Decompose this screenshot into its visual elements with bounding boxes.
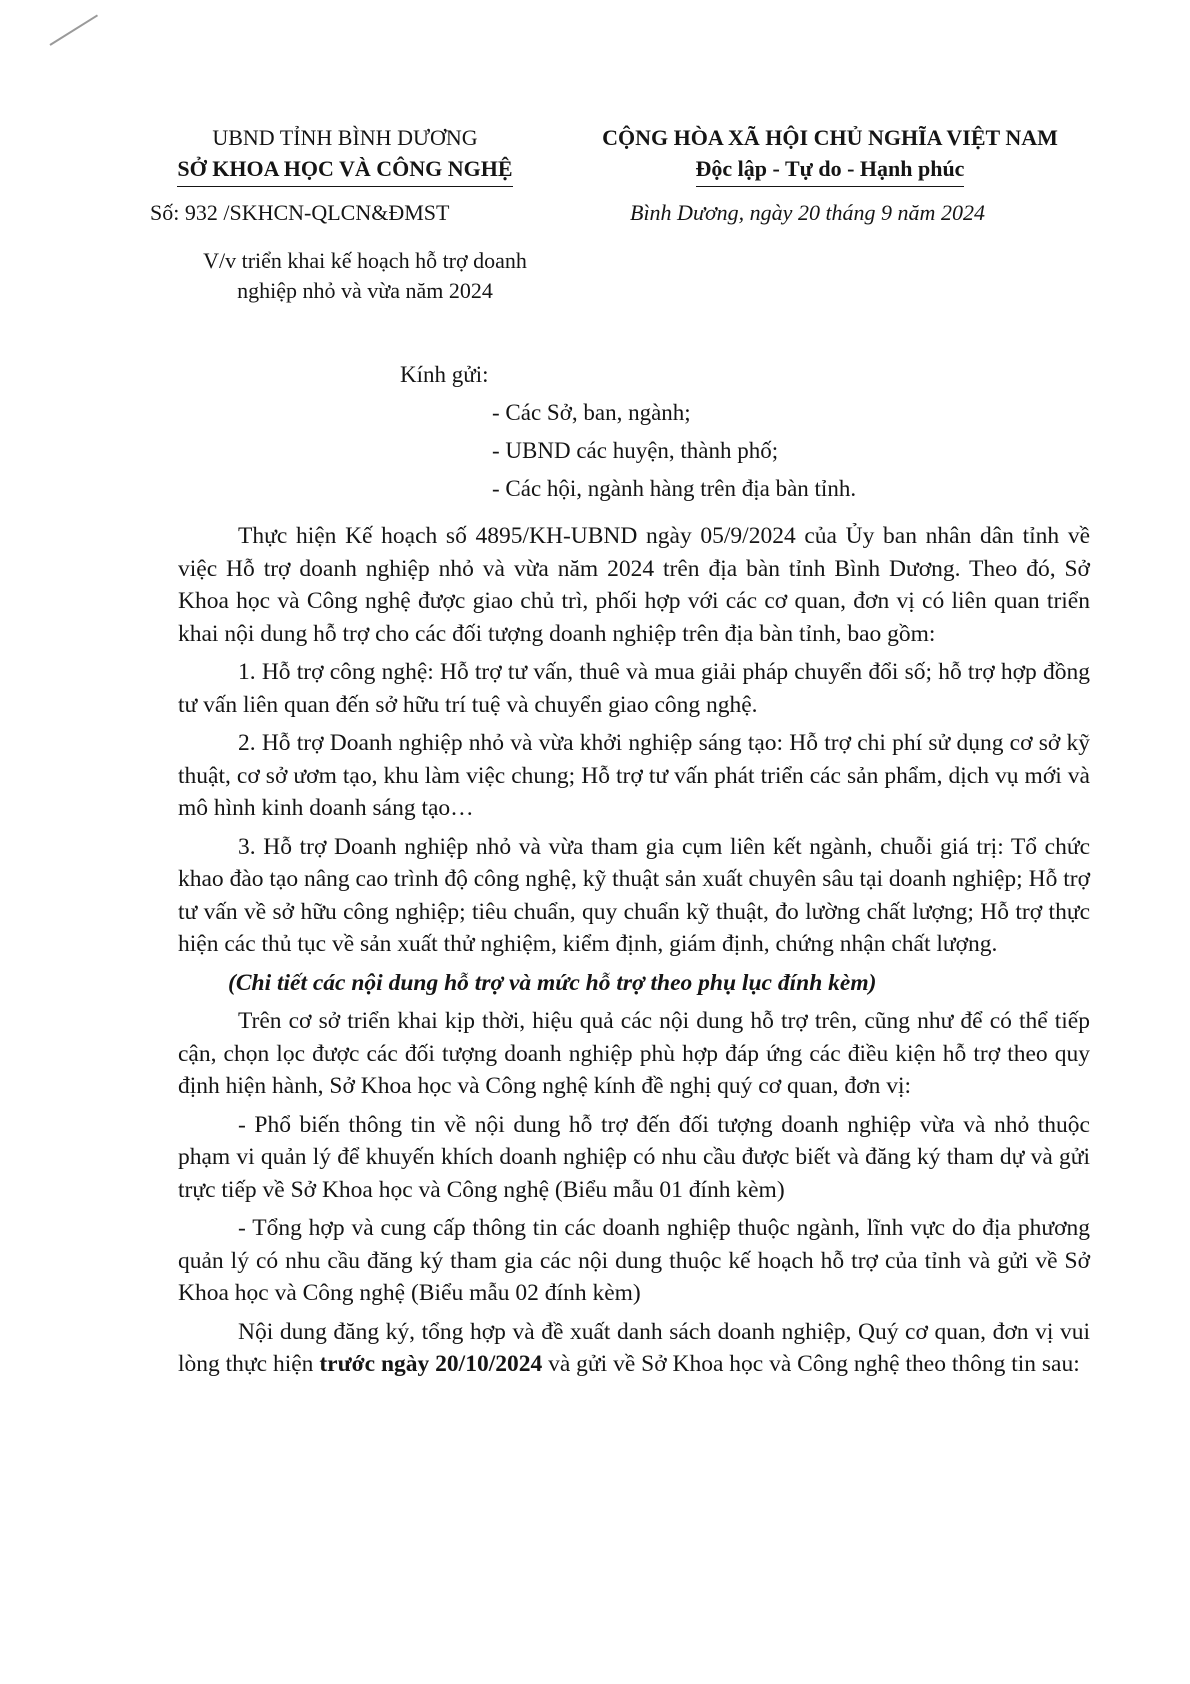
deadline-text-before: Nội dung đăng ký, tổng hợp và đề xuất danh sách doanh nghiệp, Quý cơ quan, đơn vị vui lòng thực hiện: [178, 1318, 1090, 1377]
recipients-block: [400, 356, 856, 508]
paragraph-intro: Thực hiện Kế hoạch số 4895/KH-UBND ngày 05/9/2024 của Ủy ban nhân dân tỉnh về việc Hỗ trợ doanh nghiệp nhỏ và vừa năm 2024 trên địa bàn tỉnh Bình Dương. Theo đó, Sở Khoa học và Công nghệ được giao chủ trì, phối hợp với các cơ quan, đơn vị có liên quan triển khai nội dung hỗ trợ cho các đối tượng doanh nghiệp trên địa bàn tỉnh, bao gồm:: [178, 523, 1090, 647]
agency-line-1: UBND TỈNH BÌNH DƯƠNG: [212, 125, 478, 150]
agency-line-2: SỞ KHOA HỌC VÀ CÔNG NGHỆ: [177, 153, 512, 187]
nation-line-2: Độc lập - Tự do - Hạnh phúc: [696, 153, 965, 187]
document-body: [178, 520, 1090, 1387]
nation-line-1: CỘNG HÒA XÃ HỘI CHỦ NGHĨA VIỆT NAM: [602, 125, 1058, 150]
pencil-mark: [49, 14, 98, 45]
paragraph-request: Trên cơ sở triển khai kịp thời, hiệu quả các nội dung hỗ trợ trên, cũng như để có thể tiếp cận, chọn lọc được các đối tượng doanh nghiệp phù hợp đáp ứng các điều kiện hỗ trợ theo quy định hiện hành, Sở Khoa học và Công nghệ kính đề nghị quý cơ quan, đơn vị:: [178, 1008, 1090, 1099]
request-bullet-2: - Tổng hợp và cung cấp thông tin các doanh nghiệp thuộc ngành, lĩnh vực do địa phương quản lý có nhu cầu đăng ký tham gia các nội dung thuộc kế hoạch hỗ trợ của tỉnh và gửi về Sở Khoa học và Công nghệ (Biểu mẫu 02 đính kèm): [178, 1215, 1090, 1306]
subject-line-1: V/v triển khai kế hoạch hỗ trợ doanh: [203, 248, 527, 273]
appendix-note: (Chi tiết các nội dung hỗ trợ và mức hỗ trợ theo phụ lục đính kèm): [228, 969, 877, 996]
deadline-date: trước ngày 20/10/2024: [319, 1351, 543, 1377]
nation-line-2-wrap: [575, 153, 1085, 187]
recipient-item: - Các hội, ngành hàng trên địa bàn tỉnh.: [492, 476, 857, 501]
support-item-2: 2. Hỗ trợ Doanh nghiệp nhỏ và vừa khởi nghiệp sáng tạo: Hỗ trợ chi phí sử dụng cơ sở kỹ thuật, cơ sở ươm tạo, khu làm việc chung; Hỗ trợ tư vấn phát triển các sản phẩm, dịch vụ mới và mô hình kinh doanh sáng tạo…: [178, 730, 1090, 821]
recipient-item: - Các Sở, ban, ngành;: [492, 400, 691, 425]
document-number: Số: 932 /SKHCN-QLCN&ĐMST: [150, 200, 450, 225]
document-subject: [155, 246, 575, 306]
recipient-item: - UBND các huyện, thành phố;: [492, 438, 779, 463]
support-item-3: 3. Hỗ trợ Doanh nghiệp nhỏ và vừa tham gia cụm liên kết ngành, chuỗi giá trị: Tổ chức khao đào tạo nâng cao trình độ công nghệ, kỹ thuật sản xuất chuyên sâu tại doanh nghiệp; Hỗ trợ tư vấn về sở hữu công nghiệp; tiêu chuẩn, quy chuẩn kỹ thuật, đo lường chất lượng; Hỗ trợ thực hiện các thủ tục về sản xuất thử nghiệm, kiểm định, giám định, chứng nhận chất lượng.: [178, 833, 1090, 957]
recipient-list: [400, 394, 856, 508]
salutation: Kính gửi:: [400, 362, 489, 387]
request-bullet-1: - Phổ biến thông tin về nội dung hỗ trợ đến đối tượng doanh nghiệp vừa và nhỏ thuộc phạm vi quản lý để khuyến khích doanh nghiệp có nhu cầu được biết và đăng ký tham dự và gửi trực tiếp về Sở Khoa học và Công nghệ (Biểu mẫu 01 đính kèm): [178, 1111, 1090, 1203]
issuing-agency: [150, 122, 540, 187]
document-date: Bình Dương, ngày 20 tháng 9 năm 2024: [630, 200, 985, 225]
support-item-1: 1. Hỗ trợ công nghệ: Hỗ trợ tư vấn, thuê và mua giải pháp chuyển đổi số; hỗ trợ hợp đồng tư vấn liên quan đến sở hữu trí tuệ và chuyển giao công nghệ.: [178, 659, 1090, 718]
subject-line-2: nghiệp nhỏ và vừa năm 2024: [237, 278, 493, 303]
deadline-text-after: và gửi về Sở Khoa học và Công nghệ theo thông tin sau:: [542, 1351, 1080, 1377]
agency-line-2-wrap: [150, 153, 540, 187]
paragraph-deadline: [178, 1316, 1090, 1381]
national-heading: [575, 122, 1085, 187]
